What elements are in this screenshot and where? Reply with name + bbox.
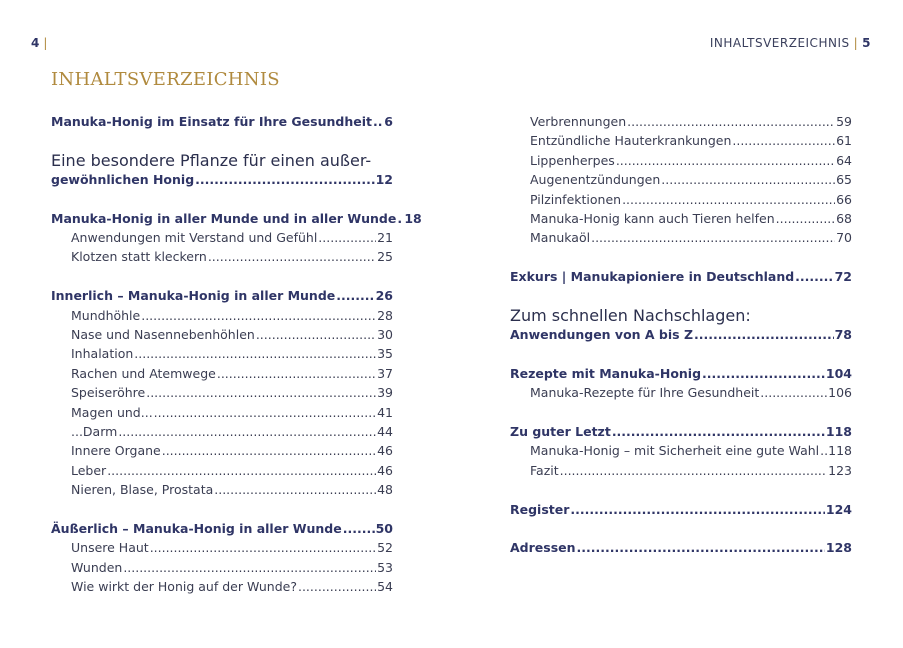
toc-subentry[interactable]	[51, 422, 393, 441]
toc-entry[interactable]	[510, 267, 852, 286]
toc-page-number: 18	[404, 210, 422, 226]
toc-entry-label: Fazit	[530, 462, 559, 478]
toc-dot-leader	[560, 461, 828, 480]
toc-entry-label: Rezepte mit Manuka-Honig	[510, 365, 702, 381]
toc-subentry[interactable]	[510, 190, 852, 209]
toc-page-number: 12	[375, 171, 393, 187]
toc-page-number: 26	[375, 288, 393, 304]
toc-subentry[interactable]	[51, 364, 393, 383]
left-page-number-value: 4	[31, 36, 40, 50]
toc-dot-leader	[162, 441, 376, 460]
toc-subentry[interactable]	[51, 480, 393, 499]
toc-entry-label: Innere Organe	[71, 443, 161, 459]
toc-entry-label: Unsere Haut	[71, 540, 149, 556]
toc-subentry[interactable]	[51, 306, 393, 325]
toc-subentry[interactable]	[51, 344, 393, 363]
toc-entry-label: Augenentzündungen	[530, 172, 661, 188]
toc-page-number: 59	[836, 114, 852, 129]
toc-subentry[interactable]	[51, 441, 393, 460]
toc-page-number: 21	[377, 230, 393, 245]
toc-entry-label: Manuka-Honig im Einsatz für Ihre Gesundheit	[51, 114, 372, 129]
toc-subentry[interactable]	[51, 383, 393, 402]
toc-page-number: 61	[836, 133, 852, 149]
toc-entry-label: Wunden	[71, 559, 123, 575]
toc-entry[interactable]	[51, 209, 422, 228]
toc-page-number: 104	[825, 365, 852, 381]
toc-entry-label: Zu guter Letzt	[510, 424, 611, 440]
toc-dot-leader	[570, 500, 825, 519]
toc-subentry[interactable]	[510, 441, 852, 460]
toc-page-number: 37	[377, 365, 393, 381]
toc-dot-leader	[146, 383, 376, 402]
toc-entry[interactable]	[51, 519, 393, 538]
toc-subentry[interactable]	[51, 403, 393, 422]
toc-page-number: 78	[834, 327, 852, 343]
toc-dot-leader	[702, 364, 825, 383]
toc-entry-label: Adressen	[510, 540, 576, 556]
toc-subentry[interactable]	[510, 461, 852, 480]
toc-page-number: 6	[384, 114, 393, 129]
toc-page-number: 106	[828, 385, 852, 401]
toc-subentry[interactable]	[51, 538, 393, 557]
toc-dot-leader	[795, 267, 833, 286]
toc-dot-leader	[195, 170, 374, 189]
toc-page-number: 48	[377, 482, 393, 498]
toc-entry-label: Äußerlich – Manuka-Honig in aller Wunde	[51, 521, 342, 537]
toc-page-number: 52	[377, 540, 393, 556]
toc-subentry[interactable]	[510, 383, 852, 402]
toc-title: INHALTSVERZEICHNIS	[51, 69, 280, 90]
toc-dot-leader	[298, 577, 376, 596]
toc-page-number: 118	[825, 424, 852, 440]
toc-subentry[interactable]	[51, 461, 393, 480]
section-spacer	[510, 344, 852, 363]
toc-dot-leader	[154, 403, 376, 422]
toc-page-number: 65	[836, 172, 852, 188]
toc-subentry[interactable]	[510, 131, 852, 150]
toc-page-number: 118	[828, 443, 852, 459]
toc-dot-leader	[622, 190, 835, 209]
toc-dot-leader	[318, 228, 376, 247]
toc-entry-label: Innerlich – Manuka-Honig in aller Munde	[51, 288, 336, 304]
toc-subentry[interactable]	[510, 151, 852, 170]
toc-entry-label: Nase und Nasennebenhöhlen	[71, 327, 255, 343]
toc-dot-leader	[694, 325, 834, 344]
toc-dot-leader	[591, 228, 835, 247]
toc-page-number: 123	[828, 462, 852, 478]
section-spacer	[51, 189, 393, 208]
left-page-number	[31, 36, 47, 50]
toc-entry-label: Manuka-Honig in aller Munde und in aller Wunde	[51, 210, 397, 226]
toc-subentry[interactable]	[510, 209, 852, 228]
toc-entry-label: Inhalation	[71, 346, 134, 362]
header-separator: |	[853, 36, 859, 50]
section-spacer	[510, 480, 852, 499]
toc-entry-label: Mundhöhle	[71, 307, 141, 323]
toc-entry-label: gewöhnlichen Honig	[51, 171, 195, 187]
toc-page-number: 46	[377, 443, 393, 459]
toc-entry-label: Register	[510, 501, 570, 517]
toc-page-number: 124	[825, 501, 852, 517]
toc-dot-leader	[150, 538, 376, 557]
toc-dot-leader	[627, 112, 835, 131]
toc-right-column	[510, 112, 852, 558]
toc-entry-label: Wie wirkt der Honig auf der Wunde?	[71, 579, 297, 595]
toc-entry[interactable]	[51, 170, 393, 189]
toc-entry-label: Anwendungen von A bis Z	[510, 327, 694, 343]
toc-entry-label: Nieren, Blase, Prostata	[71, 482, 214, 498]
toc-page-number: 28	[377, 307, 393, 323]
toc-entry[interactable]	[510, 538, 852, 557]
toc-entry-label: Magen und...	[71, 404, 153, 420]
toc-subentry[interactable]	[510, 170, 852, 189]
toc-entry-label: Entzündliche Hauterkrankungen	[530, 133, 732, 149]
toc-entry-label: Lippenherpes	[530, 152, 615, 168]
toc-page-number: 44	[377, 424, 393, 440]
toc-page-number: 54	[377, 579, 393, 595]
toc-dot-leader	[397, 209, 403, 228]
toc-dot-leader	[118, 422, 376, 441]
toc-subentry[interactable]	[510, 228, 852, 247]
toc-dot-leader	[577, 538, 825, 557]
toc-entry[interactable]	[510, 325, 852, 344]
toc-page-number: 41	[377, 404, 393, 420]
toc-dot-leader	[373, 112, 383, 131]
toc-dot-leader	[141, 306, 376, 325]
toc-entry-label: Manuka-Honig – mit Sicherheit eine gute Wahl	[530, 443, 820, 459]
toc-dot-leader	[820, 441, 827, 460]
toc-subentry[interactable]	[510, 112, 852, 131]
toc-left-column	[51, 112, 422, 597]
header-separator: |	[43, 36, 48, 50]
toc-dot-leader	[661, 170, 835, 189]
right-page-number: 5	[862, 36, 871, 50]
toc-entry[interactable]	[510, 422, 852, 441]
section-spacer	[510, 403, 852, 422]
toc-entry-label: Klotzen statt kleckern	[71, 249, 207, 265]
running-header-title: INHALTSVERZEICHNIS	[709, 36, 850, 50]
toc-page-number: 128	[825, 540, 852, 556]
toc-subentry[interactable]	[51, 247, 393, 266]
toc-dot-leader	[256, 325, 376, 344]
toc-entry-label: Verbrennungen	[530, 114, 627, 129]
toc-entry-label: Pilzinfektionen	[530, 191, 622, 207]
toc-page-number: 25	[377, 249, 393, 265]
toc-entry[interactable]	[51, 286, 393, 305]
toc-entry-label: Manuka-Honig kann auch Tieren helfen	[530, 211, 775, 227]
section-spacer	[510, 248, 852, 267]
toc-entry-label: Anwendungen mit Verstand und Gefühl	[71, 230, 318, 245]
toc-page-number: 68	[836, 211, 852, 227]
toc-page-number: 30	[377, 327, 393, 343]
toc-subentry[interactable]	[51, 228, 393, 247]
toc-entry[interactable]	[51, 112, 393, 131]
toc-dot-leader	[134, 344, 376, 363]
toc-entry-label: Manukaöl	[530, 230, 591, 246]
toc-dot-leader	[107, 461, 376, 480]
toc-subentry[interactable]	[51, 577, 393, 596]
toc-dot-leader	[612, 422, 825, 441]
toc-dot-leader	[214, 480, 376, 499]
toc-dot-leader	[732, 131, 835, 150]
toc-entry-label: Leber	[71, 462, 107, 478]
toc-page-number: 66	[836, 191, 852, 207]
toc-entry-label: Manuka-Rezepte für Ihre Gesundheit	[530, 385, 760, 401]
toc-entry-first-line[interactable]: Zum schnellen Nachschlagen:	[510, 306, 751, 326]
toc-page-number: 53	[377, 559, 393, 575]
toc-page-number: 72	[834, 269, 852, 285]
section-spacer	[51, 131, 393, 150]
toc-page-number: 70	[836, 230, 852, 246]
toc-dot-leader	[123, 558, 376, 577]
toc-dot-leader	[616, 151, 835, 170]
toc-entry-label: ...Darm	[71, 424, 118, 440]
section-spacer	[510, 287, 852, 306]
toc-dot-leader	[343, 519, 375, 538]
toc-entry-label: Rachen und Atemwege	[71, 365, 216, 381]
toc-dot-leader	[776, 209, 835, 228]
section-spacer	[51, 267, 393, 286]
toc-dot-leader	[760, 383, 827, 402]
toc-dot-leader	[208, 247, 376, 266]
toc-entry-label: Exkurs | Manukapioniere in Deutschland	[510, 269, 795, 285]
toc-page-number: 46	[377, 462, 393, 478]
toc-dot-leader	[217, 364, 376, 383]
section-spacer	[510, 519, 852, 538]
toc-entry-first-line[interactable]: Eine besondere Pflanze für einen außer-	[51, 150, 372, 170]
toc-page-number: 35	[377, 346, 393, 362]
running-header	[710, 36, 871, 50]
toc-entry[interactable]	[510, 364, 852, 383]
toc-page-number: 39	[377, 385, 393, 401]
toc-entry[interactable]	[510, 500, 852, 519]
toc-entry-label: Speiseröhre	[71, 385, 146, 401]
toc-page-number: 64	[836, 152, 852, 168]
toc-subentry[interactable]	[51, 325, 393, 344]
toc-dot-leader	[336, 286, 374, 305]
toc-page-number: 50	[375, 521, 393, 537]
section-spacer	[51, 500, 393, 519]
toc-subentry[interactable]	[51, 558, 393, 577]
